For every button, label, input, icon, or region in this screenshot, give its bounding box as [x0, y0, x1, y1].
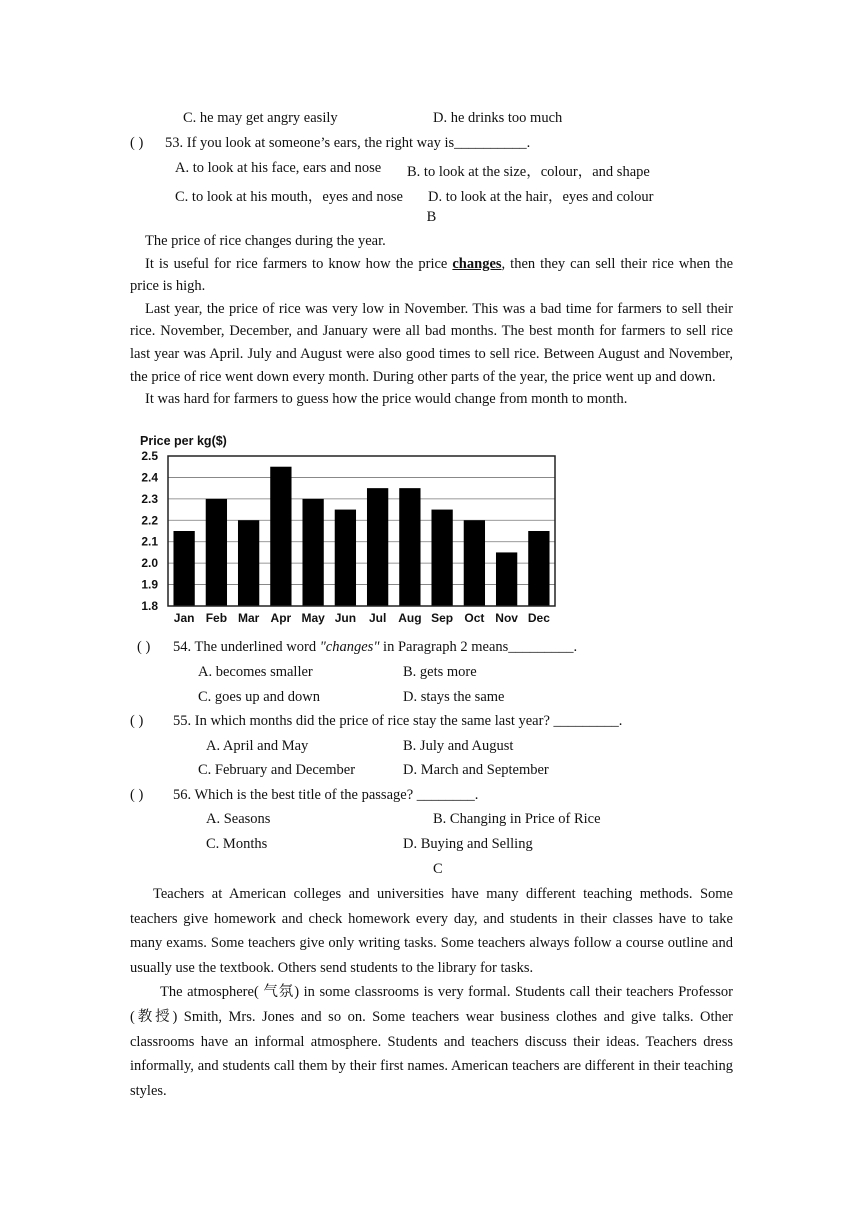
q56-option-c: C. Months: [206, 836, 268, 852]
bar-jan: [173, 531, 194, 606]
underlined-word-changes: changes: [452, 255, 502, 272]
q54-stem-before: 54. The underlined word: [173, 639, 320, 655]
q54-option-d: D. stays the same: [403, 689, 505, 705]
q56-option-a: A. Seasons: [206, 811, 271, 827]
y-tick-label: 2.1: [141, 534, 158, 549]
section-c-passage: [130, 882, 733, 1103]
q54-option-a: A. becomes smaller: [198, 664, 313, 680]
q55-stem: 55. In which months did the price of rice stay the same last year? _________.: [173, 713, 623, 729]
q53-option-b: B. to look at the size，colour，and shape: [407, 164, 650, 180]
p2-text-before: It is useful for rice farmers to know how the price: [145, 255, 453, 272]
q54-stem: [173, 639, 577, 656]
bar-sep: [431, 510, 452, 606]
passage-c-paragraph-1: Teachers at American colleges and universities have many different teaching methods. Some teachers give homework and check homework every day, and students in their classes have to take many exams. Some teachers give only writing tasks. Some teachers always follow a course outline and usually use the textbook. Others send students to the library for tasks.: [130, 886, 733, 976]
passage-b-paragraph-2: [130, 253, 733, 298]
p2-text-after: , then they can sell their rice when the price is high.: [130, 255, 734, 295]
y-tick-label: 2.4: [141, 470, 158, 485]
q56-answer-blank: ( ): [130, 787, 144, 803]
section-b-passage: [130, 230, 733, 411]
x-tick-label: Jun: [334, 611, 357, 625]
passage-c-paragraph-2: The atmosphere( 气氛) in some classrooms is very formal. Students call their teachers Professor (教授) Smith, Mrs. Jones and so on. Some teachers wear business clothes and give talks. Other classrooms have an informal atmosphere. Students and teachers discuss their ideas. Teachers dress informally, and students call them by their first names. American teachers are different in their teaching styles.: [130, 984, 733, 1099]
q54-stem-after: in Paragraph 2 means_________.: [379, 639, 578, 655]
q55-option-c: C. February and December: [198, 762, 356, 778]
q54-option-b: B. gets more: [403, 664, 477, 680]
x-tick-label: Jan: [173, 611, 195, 625]
q56-option-b: B. Changing in Price of Rice: [433, 811, 601, 827]
y-tick-label: 2.2: [141, 513, 158, 528]
x-tick-label: Mar: [237, 611, 260, 625]
y-tick-label: 1.9: [141, 577, 158, 592]
x-tick-label: Dec: [527, 611, 550, 625]
bar-mar: [238, 520, 259, 606]
y-tick-label: 2.5: [141, 449, 158, 463]
bar-jun: [335, 510, 356, 606]
x-tick-label: May: [301, 611, 325, 625]
bar-nov: [496, 552, 517, 606]
x-tick-label: Apr: [270, 611, 292, 625]
q56-stem: 56. Which is the best title of the passage? ________.: [173, 787, 479, 803]
q52-option-c: C. he may get angry easily: [183, 110, 338, 126]
x-tick-label: Aug: [398, 611, 422, 625]
q52-option-d: D. he drinks too much: [433, 110, 563, 126]
q54-stem-italic-word: "changes": [319, 639, 380, 655]
q53-option-c: C. to look at his mouth，eyes and nose: [175, 189, 403, 205]
q56-option-d: D. Buying and Selling: [403, 836, 533, 852]
x-tick-label: Sep: [431, 611, 454, 625]
bar-dec: [528, 531, 549, 606]
bar-oct: [464, 520, 485, 606]
bar-feb: [206, 499, 227, 606]
q55-option-d: D. March and September: [403, 762, 549, 778]
bar-may: [302, 499, 323, 606]
section-c-label: C: [433, 861, 443, 877]
x-tick-label: Jul: [368, 611, 387, 625]
bar-aug: [399, 488, 420, 606]
y-tick-label: 1.8: [141, 599, 158, 613]
q55-answer-blank: ( ): [130, 713, 144, 729]
x-tick-label: Oct: [464, 611, 485, 625]
q53-answer-blank: ( ): [130, 135, 144, 151]
q55-option-a: A. April and May: [206, 738, 309, 754]
section-b-label: B: [426, 209, 437, 225]
bar-jul: [367, 488, 388, 606]
q53-option-d: D. to look at the hair，eyes and colour: [428, 189, 654, 205]
rice-price-bar-chart: [128, 430, 568, 630]
x-tick-label: Nov: [495, 611, 518, 625]
bar-apr: [270, 467, 291, 606]
y-tick-label: 2.0: [141, 556, 158, 571]
q54-answer-blank: ( ): [137, 639, 151, 655]
passage-b-paragraph-1: The price of rice changes during the year.: [145, 233, 386, 249]
q53-stem: 53. If you look at someone’s ears, the right way is__________.: [165, 135, 531, 151]
q54-option-c: C. goes up and down: [198, 689, 321, 705]
chart-title: Price per kg($): [140, 434, 227, 448]
passage-b-paragraph-4: It was hard for farmers to guess how the price would change from month to month.: [145, 391, 628, 408]
y-tick-label: 2.3: [141, 491, 158, 506]
passage-b-paragraph-3: Last year, the price of rice was very low in November. This was a bad time for farmers to sell their rice. November, December, and January were all bad months. The best month for farmers to sell rice last year was April. July and August were also good times to sell rice. Between August and November, the price of rice went down every month. During other parts of the year, the price went up and down.: [130, 300, 733, 385]
q55-option-b: B. July and August: [403, 738, 514, 754]
x-tick-label: Feb: [205, 611, 228, 625]
q53-option-a: A. to look at his face, ears and nose: [175, 160, 382, 176]
